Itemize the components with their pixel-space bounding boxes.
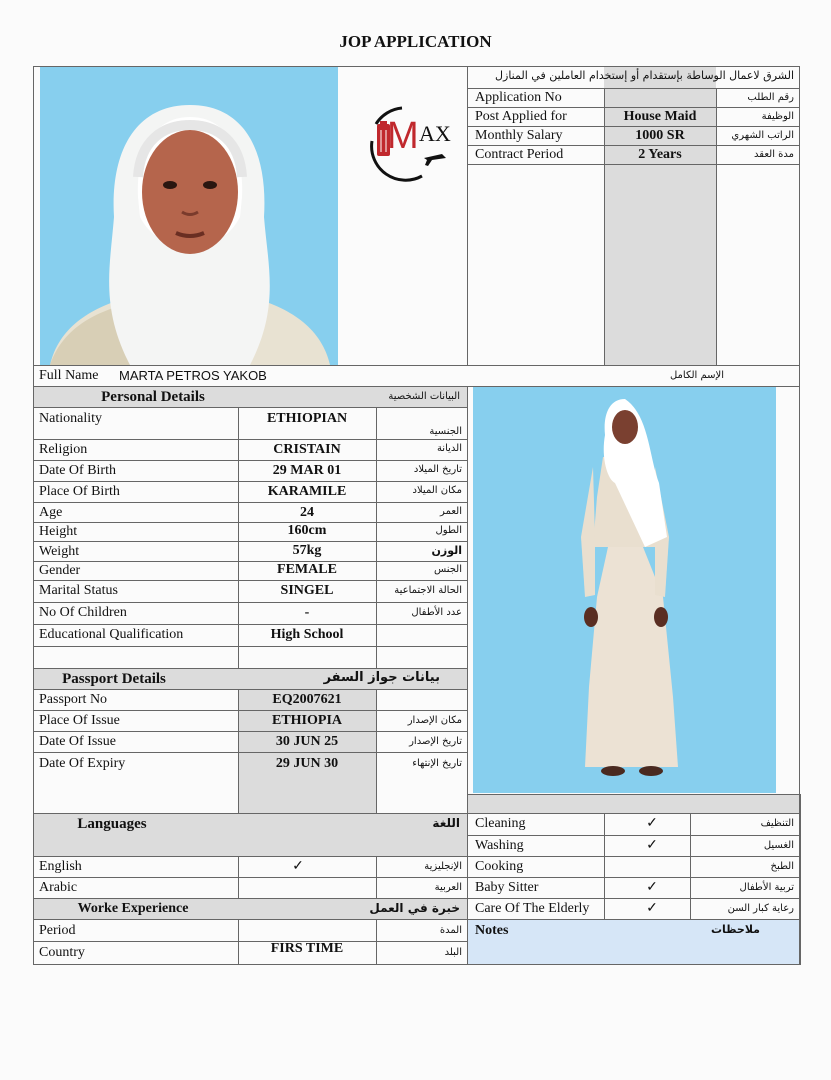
app-no-label-ar: رقم الطلب	[747, 92, 794, 103]
babysitter-check: ✓	[646, 880, 658, 895]
age-label-ar: العمر	[440, 506, 462, 517]
gender-label-ar: الجنس	[433, 564, 462, 575]
notes-label: Notes	[475, 923, 509, 938]
arabic-label-ar: العربية	[434, 882, 462, 893]
notes-label-ar: ملاحظات	[711, 923, 760, 936]
full-body-photo	[473, 387, 776, 793]
marital-label: Marital Status	[39, 583, 118, 598]
date-issue-label: Date Of Issue	[39, 734, 116, 749]
logo-ax: AX	[419, 121, 451, 146]
date-issue-value: 30 JUN 25	[275, 734, 339, 749]
office-name-ar: الشرق لاعمال الوساطة بإستقدام أو إستخدام العاملين في المنازل	[495, 69, 794, 82]
cooking-label-ar: الطبخ	[770, 861, 794, 872]
babysitter-label-ar: تربية الأطفال	[739, 882, 794, 893]
full-name-label-ar: الإسم الكامل	[669, 370, 724, 381]
agency-logo	[362, 96, 462, 191]
washing-check: ✓	[646, 838, 658, 853]
date-expiry-value: 29 JUN 30	[275, 756, 339, 771]
salary-label-ar: الراتب الشهري	[731, 130, 794, 141]
education-value: High School	[270, 627, 344, 642]
salary-value: 1000 SR	[635, 128, 685, 143]
height-label: Height	[39, 524, 78, 539]
washing-label: Washing	[475, 838, 524, 853]
post-label: Post Applied for	[475, 109, 567, 124]
elderly-label-ar: رعاية كبار السن	[727, 903, 794, 914]
age-label: Age	[39, 505, 63, 520]
personal-heading-ar: البيانات الشخصية	[388, 391, 460, 402]
nationality-label-ar: الجنسية	[429, 426, 462, 437]
face-photo	[40, 67, 338, 365]
arabic-label: Arabic	[39, 880, 78, 895]
religion-label-ar: الديانة	[436, 443, 462, 454]
cooking-label: Cooking	[475, 859, 524, 874]
height-label-ar: الطول	[435, 525, 462, 536]
marital-label-ar: الحالة الاجتماعية	[394, 585, 462, 596]
babysitter-label: Baby Sitter	[475, 880, 539, 895]
date-issue-label-ar: تاريخ الإصدار	[409, 736, 462, 747]
elderly-label: Care Of The Elderly	[475, 901, 590, 916]
dob-label: Date Of Birth	[39, 463, 116, 478]
place-issue-label: Place Of Issue	[39, 713, 120, 728]
post-label-ar: الوظيفة	[761, 111, 794, 122]
country-value: FIRS TIME	[270, 941, 344, 956]
washing-label-ar: الغسيل	[763, 840, 794, 851]
nationality-label: Nationality	[39, 411, 102, 426]
contract-value: 2 Years	[638, 147, 682, 162]
pob-label-ar: مكان الميلاد	[412, 485, 462, 496]
weight-label-ar: الوزن	[431, 544, 462, 557]
experience-heading: Worke Experience	[77, 901, 189, 916]
education-label: Educational Qualification	[39, 627, 184, 642]
english-label-ar: الإنجليزية	[424, 861, 462, 872]
english-check: ✓	[292, 859, 304, 874]
date-expiry-label: Date Of Expiry	[39, 756, 126, 771]
dob-value: 29 MAR 01	[272, 463, 342, 478]
country-label: Country	[39, 945, 85, 960]
passport-no-value: EQ2007621	[272, 692, 342, 707]
period-label: Period	[39, 923, 76, 938]
religion-value: CRISTAIN	[273, 442, 341, 457]
children-label-ar: عدد الأطفال	[411, 607, 462, 618]
languages-heading: Languages	[77, 816, 147, 832]
cleaning-label: Cleaning	[475, 816, 526, 831]
country-label-ar: البلد	[444, 947, 462, 958]
height-value: 160cm	[287, 523, 327, 538]
post-value: House Maid	[623, 109, 697, 124]
marital-value: SINGEL	[280, 583, 334, 598]
children-label: No Of Children	[39, 605, 127, 620]
contract-label: Contract Period	[475, 147, 564, 162]
contract-label-ar: مدة العقد	[754, 149, 794, 160]
pob-label: Place Of Birth	[39, 484, 120, 499]
passport-no-label: Passport No	[39, 692, 108, 707]
weight-label: Weight	[39, 544, 80, 559]
experience-heading-ar: خبرة في العمل	[369, 901, 460, 915]
cleaning-label-ar: التنظيف	[760, 818, 794, 829]
date-expiry-label-ar: تاريخ الإنتهاء	[412, 758, 462, 769]
nationality-value: ETHIOPIAN	[266, 411, 348, 426]
page-title: JOP APPLICATION	[339, 32, 492, 51]
gender-label: Gender	[39, 563, 81, 578]
passport-heading-ar: بيانات جواز السفر	[323, 670, 440, 685]
skills-top-bg	[467, 794, 800, 813]
dob-label-ar: تاريخ الميلاد	[413, 464, 462, 475]
elderly-check: ✓	[646, 901, 658, 916]
gender-value: FEMALE	[277, 562, 337, 577]
app-no-label: Application No	[475, 90, 562, 105]
pob-value: KARAMILE	[267, 484, 347, 499]
place-issue-label-ar: مكان الإصدار	[407, 715, 462, 726]
languages-heading-ar: اللغة	[432, 816, 460, 830]
age-value: 24	[300, 505, 314, 520]
period-label-ar: المدة	[439, 925, 462, 936]
salary-label: Monthly Salary	[475, 128, 563, 143]
full-name-value: MARTA PETROS YAKOB	[119, 368, 267, 383]
cleaning-check: ✓	[646, 816, 658, 831]
religion-label: Religion	[39, 442, 88, 457]
passport-heading: Passport Details	[62, 671, 166, 687]
english-label: English	[39, 859, 82, 874]
place-issue-value: ETHIOPIA	[271, 713, 342, 728]
personal-heading: Personal Details	[101, 389, 205, 405]
children-value: -	[304, 605, 310, 620]
weight-value: 57kg	[292, 543, 322, 558]
full-name-label: Full Name	[39, 368, 99, 383]
logo-m: M	[387, 115, 419, 157]
